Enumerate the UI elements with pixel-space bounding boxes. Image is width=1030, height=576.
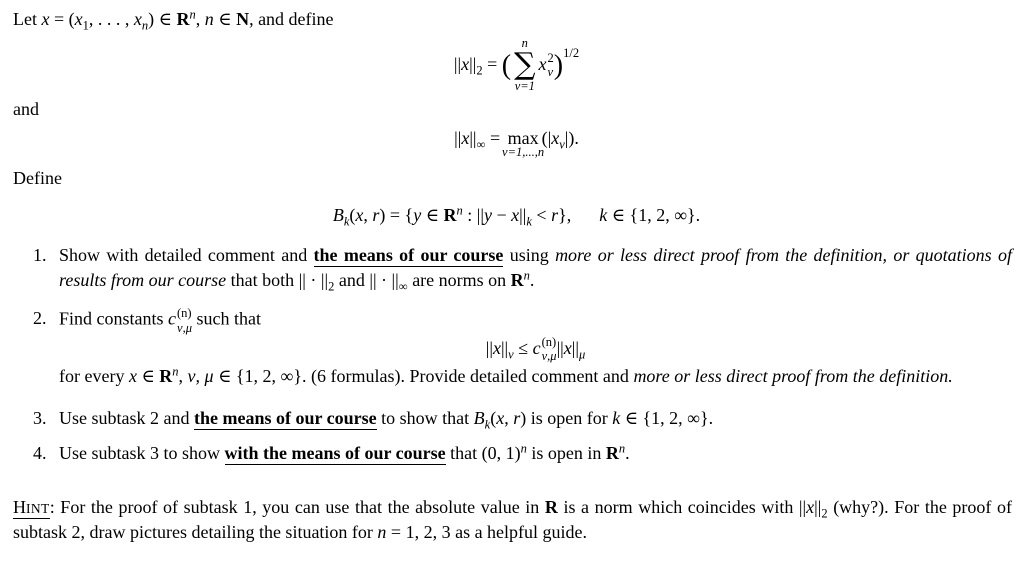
sup-sub-stack: (n) ν,μ bbox=[541, 335, 557, 364]
math-var: k bbox=[612, 408, 621, 429]
math-var: n bbox=[204, 9, 214, 29]
math-var: x bbox=[41, 9, 50, 29]
subscript: 1 bbox=[82, 18, 89, 33]
list-item-3 bbox=[13, 406, 1020, 430]
item-number: 2. bbox=[33, 308, 47, 329]
text-run: and bbox=[334, 269, 370, 290]
math-var: r bbox=[513, 408, 521, 429]
subscript: 2 bbox=[328, 279, 335, 294]
superscript: n bbox=[520, 441, 527, 456]
math-token: $||x||_\nu \le c$ (n) ν,μ $||x||_\mu$ bbox=[485, 335, 586, 364]
text-run: , and define bbox=[249, 9, 334, 29]
formula-l2-norm bbox=[13, 33, 1020, 97]
subscript: 2 bbox=[821, 506, 828, 521]
emphasized-phrase: the means of our course bbox=[313, 245, 504, 266]
superscript: n bbox=[189, 7, 196, 22]
text-run: ∈ {1, 2, ∞}. bbox=[620, 408, 714, 429]
formula-norm-inequality bbox=[59, 335, 1012, 364]
max-limits: ν=1,...,n bbox=[502, 144, 545, 159]
superscript: n bbox=[172, 364, 179, 379]
math-token: || · || bbox=[369, 269, 399, 290]
text-run: using bbox=[503, 245, 556, 266]
text-run: to show that bbox=[376, 408, 474, 429]
sum-lower-limit: ν=1 bbox=[514, 79, 535, 94]
math-token: $B_k(x$, r) = {y ∈ $R^n$ : $||y - x||_k < r$}, k ∈ {1, 2, ∞}. bbox=[332, 203, 701, 229]
text-run: For the proof of subtask 1, you can use that the absolute value in bbox=[54, 497, 545, 518]
item-number: 4. bbox=[33, 442, 47, 463]
subscript: ∞ bbox=[398, 279, 408, 294]
sum-upper-limit: n bbox=[521, 35, 528, 50]
superscript: n bbox=[618, 441, 626, 456]
hint-paragraph bbox=[13, 495, 1020, 544]
math-var: x bbox=[806, 497, 815, 518]
max-operator: max ν=1,...,n bbox=[502, 127, 545, 159]
sup-sub-stack: (n) ν,μ bbox=[177, 306, 192, 335]
define-label: Define bbox=[13, 168, 62, 189]
math-token: || · || bbox=[298, 269, 329, 290]
sup-sub-stack: 2 ν bbox=[547, 51, 554, 80]
list-item-1 bbox=[13, 243, 1020, 292]
text-run: ∈ bbox=[136, 365, 160, 386]
item-body bbox=[59, 306, 1020, 388]
math-set-R: R bbox=[510, 269, 524, 290]
math-var: x bbox=[128, 365, 137, 386]
math-var: ν, μ bbox=[187, 365, 214, 386]
math-set-R: R bbox=[159, 365, 173, 386]
text-run: ( bbox=[490, 408, 497, 429]
math-token: || bbox=[814, 497, 822, 518]
math-set-R: R bbox=[176, 9, 190, 29]
italic-run: more or less direct proof from the definition, or quotations of results from our course bbox=[59, 245, 1013, 290]
text-run: is open in bbox=[526, 442, 606, 463]
formula-inf-norm bbox=[13, 126, 1020, 166]
text-run: that both bbox=[226, 269, 299, 290]
text-run: such that bbox=[191, 308, 261, 329]
superscript: n bbox=[523, 268, 530, 283]
text-run: . bbox=[529, 269, 535, 290]
text-run: is a norm which coincides with bbox=[557, 497, 799, 518]
text-run: Use subtask 3 to show bbox=[59, 442, 225, 463]
text-run: = ( bbox=[49, 9, 75, 29]
text-run: , bbox=[504, 408, 514, 429]
item-2-head bbox=[59, 306, 1012, 335]
text-run: that (0, 1) bbox=[445, 442, 521, 463]
item-body bbox=[59, 406, 1020, 430]
list-item-2 bbox=[13, 306, 1020, 388]
intro-paragraph bbox=[13, 7, 1020, 31]
text-run: Use subtask 2 and bbox=[59, 408, 194, 429]
emphasized-phrase: the means of our course bbox=[193, 408, 377, 429]
math-token: $||x||_2$ = ( n ∑ ν=1 x 2 ν )$^{1/2}$ bbox=[453, 35, 580, 94]
text-run: ) ∈ bbox=[148, 9, 177, 29]
hint-label: HINT bbox=[13, 497, 50, 518]
text-run: Find constants bbox=[59, 308, 169, 329]
text-run: Show with detailed comment and bbox=[59, 245, 314, 266]
sum-operator bbox=[514, 37, 535, 95]
text-run: Let bbox=[13, 9, 42, 29]
sigma-icon: ∑ bbox=[514, 47, 536, 83]
formula-ball-definition bbox=[13, 203, 1020, 227]
text-run: , bbox=[178, 365, 188, 386]
math-var: x bbox=[496, 408, 505, 429]
math-set-N: N bbox=[236, 9, 250, 29]
text-run: , bbox=[195, 9, 205, 29]
text-run: for every bbox=[59, 365, 129, 386]
text-run: = 1, 2, 3 as a helpful guide. bbox=[386, 521, 588, 542]
text-run: : bbox=[49, 497, 55, 518]
text-run: ∈ {1, 2, ∞}. (6 formulas). Provide detailed comment and bbox=[213, 365, 634, 386]
item-body bbox=[59, 243, 1020, 292]
math-var: B bbox=[473, 408, 485, 429]
math-var: c bbox=[168, 308, 177, 329]
item-body bbox=[59, 441, 1020, 465]
exponent: 1/2 bbox=[563, 45, 580, 60]
item-number: 3. bbox=[33, 408, 47, 429]
emphasized-phrase: with the means of our course bbox=[224, 442, 446, 463]
and-label: and bbox=[13, 99, 39, 120]
math-set-R: R bbox=[544, 497, 558, 518]
math-var: x bbox=[74, 9, 83, 29]
text-run: are norms on bbox=[407, 269, 511, 290]
math-set-R: R bbox=[605, 442, 619, 463]
item-number: 1. bbox=[33, 245, 47, 266]
text-run: (why?). For the proof of subtask 2, draw pictures detailing the situation for bbox=[13, 497, 1012, 542]
subscript: k bbox=[484, 417, 491, 432]
math-var: n bbox=[377, 521, 387, 542]
text-run: ) is open for bbox=[520, 408, 613, 429]
item-2-continuation bbox=[59, 364, 1012, 388]
italic-run: more or less direct proof from the definition bbox=[633, 365, 949, 386]
text-run: , . . . , bbox=[88, 9, 134, 29]
text-run: ∈ bbox=[213, 9, 237, 29]
math-var: x bbox=[133, 9, 142, 29]
math-token: $||x||_\infty = \max$ ν=1,...,n $(|x_\nu|)$. bbox=[454, 127, 579, 159]
list-item-4 bbox=[13, 441, 1020, 465]
text-run: . bbox=[625, 442, 630, 463]
subscript: n bbox=[141, 18, 149, 33]
text-run: . bbox=[948, 365, 953, 386]
math-token: || bbox=[798, 497, 807, 518]
